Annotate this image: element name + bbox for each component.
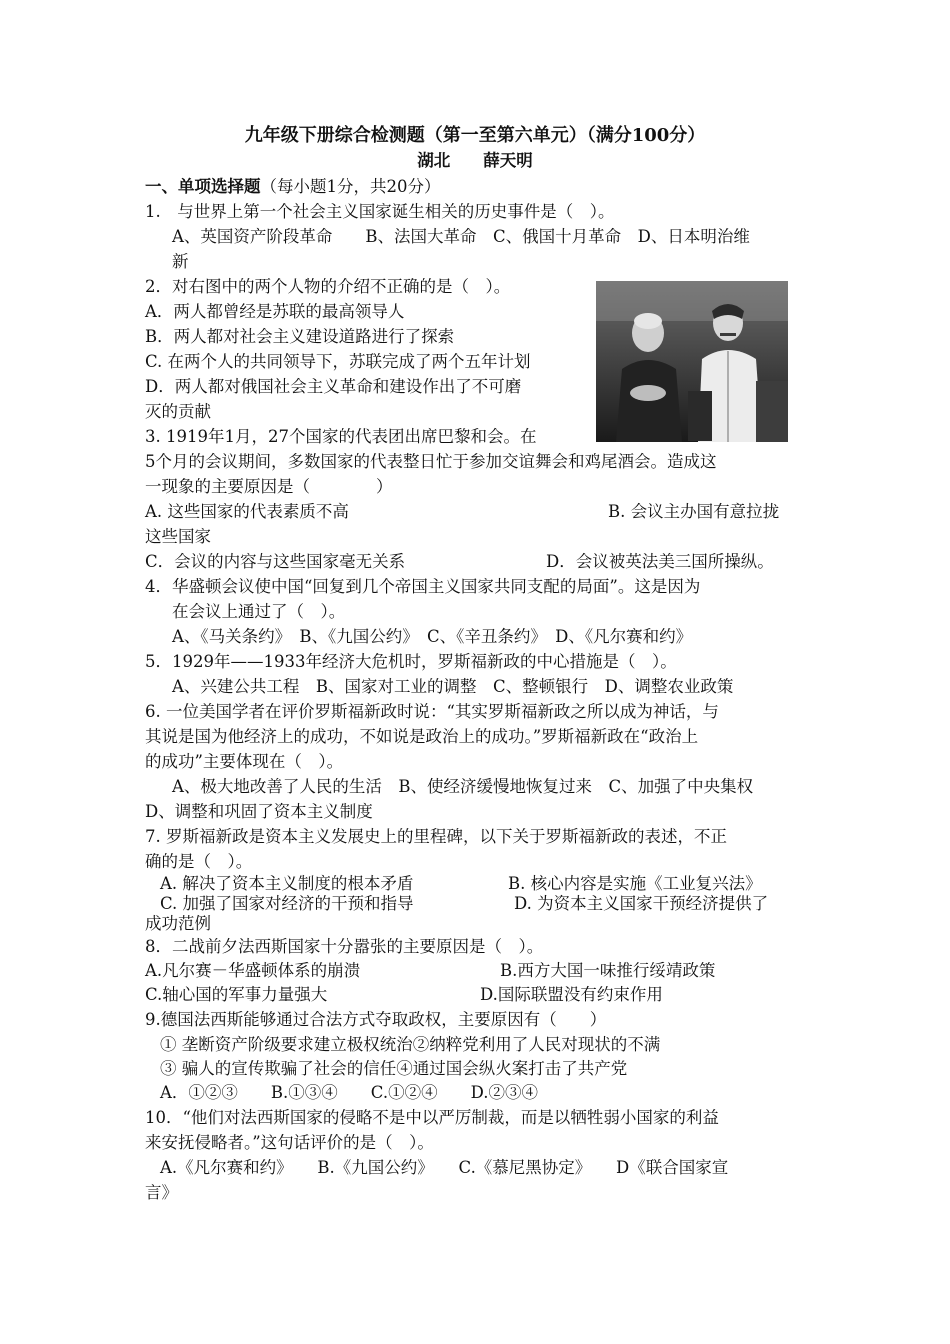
q2-option-d-cont: 灭的贡献: [145, 402, 211, 421]
section-heading-label: 一、单项选择题: [145, 177, 261, 196]
question-9: 9.德国法西斯能够通过合法方式夺取政权，主要原因有（ ）: [145, 1010, 607, 1029]
q9-options: A．①②③ B.①③④ C.①②④ D.②③④: [160, 1083, 538, 1102]
section-heading: [145, 176, 441, 198]
q1-options-cont: 新: [172, 252, 189, 271]
page-title: 九年级下册综合检测题（第一至第六单元）（满分100分）: [244, 125, 706, 146]
q3-text-2: 5个月的会议期间，多数国家的代表整日忙于参加交谊舞会和鸡尾酒会。造成这: [145, 452, 717, 471]
q7-option-a: A. 解决了资本主义制度的根本矛盾: [160, 874, 414, 893]
q7-option-b: B. 核心内容是实施《工业复兴法》: [508, 874, 762, 893]
q9-items-1: ① 垄断资产阶级要求建立极权统治②纳粹党利用了人民对现状的不满: [160, 1035, 661, 1054]
q5-options: A、兴建公共工程 B、国家对工业的调整 C、整顿银行 D、调整农业政策: [172, 677, 734, 696]
q6-text-2: 其说是国为他经济上的成功，不如说是政治上的成功。”罗斯福新政在“政治上: [145, 727, 699, 746]
q6-text-3: 的成功”主要体现在（ ）。: [145, 752, 344, 771]
q8-option-d: D.国际联盟没有约束作用: [480, 985, 663, 1004]
q3-option-c: C．会议的内容与这些国家毫无关系: [145, 552, 406, 571]
question-8: 8．二战前夕法西斯国家十分嚣张的主要原因是（ ）。: [145, 937, 544, 956]
question-1: 1. 与世界上第一个社会主义国家诞生相关的历史事件是（ ）。: [145, 202, 615, 221]
q2-option-c: C. 在两个人的共同领导下，苏联完成了两个五年计划: [145, 352, 531, 371]
q3-option-d: D．会议被英法美三国所操纵。: [546, 552, 774, 571]
q6-option-d: D、调整和巩固了资本主义制度: [145, 802, 373, 821]
q7-option-d-cont: 成功范例: [145, 914, 211, 933]
q7-option-d: D. 为资本主义国家干预经济提供了: [514, 894, 769, 913]
q9-items-2: ③ 骗人的宣传欺骗了社会的信任④通过国会纵火案打击了共产党: [160, 1059, 628, 1078]
question-6: 6. 一位美国学者在评价罗斯福新政时说：“其实罗斯福新政之所以成为神话，与: [145, 702, 719, 721]
q3-option-a: A. 这些国家的代表素质不高: [145, 502, 349, 521]
q2-option-b: B．两人都对社会主义建设道路进行了探索: [145, 327, 455, 346]
q4-options: A、《马关条约》 B、《九国公约》 C、《辛丑条约》 D、《凡尔赛和约》: [172, 627, 693, 646]
q10-options-cont: 言》: [145, 1183, 178, 1202]
q8-option-a: A.凡尔赛－华盛顿体系的崩溃: [145, 961, 361, 980]
q2-option-a: A．两人都曾经是苏联的最高领导人: [145, 302, 405, 321]
author-line: 湖北 薛天明: [417, 151, 533, 170]
question-3: 3. 1919年1月，27个国家的代表团出席巴黎和会。在: [145, 427, 537, 446]
q7-text-2: 确的是（ ）。: [145, 852, 253, 871]
q1-options: A、英国资产阶段革命 B、法国大革命 C、俄国十月革命 D、日本明治维: [172, 227, 750, 246]
question-7: 7. 罗斯福新政是资本主义发展史上的里程碑，以下关于罗斯福新政的表述，不正: [145, 827, 727, 846]
q3-text-3: 一现象的主要原因是（ ）: [145, 477, 393, 496]
q8-option-c: C.轴心国的军事力量强大: [145, 985, 328, 1004]
q10-text-2: 来安抚侵略者。”这句话评价的是（ ）。: [145, 1133, 434, 1152]
q7-option-c: C. 加强了国家对经济的干预和指导: [160, 894, 414, 913]
q10-options: A.《凡尔赛和约》 B.《九国公约》 C.《慕尼黑协定》 D《联合国家宣: [160, 1158, 729, 1177]
section-heading-note: （每小题1分，共20分）: [260, 177, 441, 196]
q6-options-abc: A、极大地改善了人民的生活 B、使经济缓慢地恢复过来 C、加强了中央集权: [172, 777, 754, 796]
question-10: 10．“他们对法西斯国家的侵略不是中以严厉制裁，而是以牺牲弱小国家的利益: [145, 1108, 719, 1127]
photo-two-leaders: [596, 281, 788, 442]
q3-option-b-cont: 这些国家: [145, 527, 211, 546]
q3-option-b: B. 会议主办国有意拉拢: [608, 502, 780, 521]
question-2: 2．对右图中的两个人物的介绍不正确的是（ ）。: [145, 277, 511, 296]
question-4: 4．华盛顿会议使中国“回复到几个帝国主义国家共同支配的局面”。这是因为: [145, 577, 701, 596]
q8-option-b: B.西方大国一味推行绥靖政策: [500, 961, 716, 980]
q2-option-d: D．两人都对俄国社会主义革命和建设作出了不可磨: [145, 377, 522, 396]
q4-text-2: 在会议上通过了（ ）。: [172, 602, 346, 621]
question-5: 5．1929年——1933年经济大危机时，罗斯福新政的中心措施是（ ）。: [145, 652, 677, 671]
